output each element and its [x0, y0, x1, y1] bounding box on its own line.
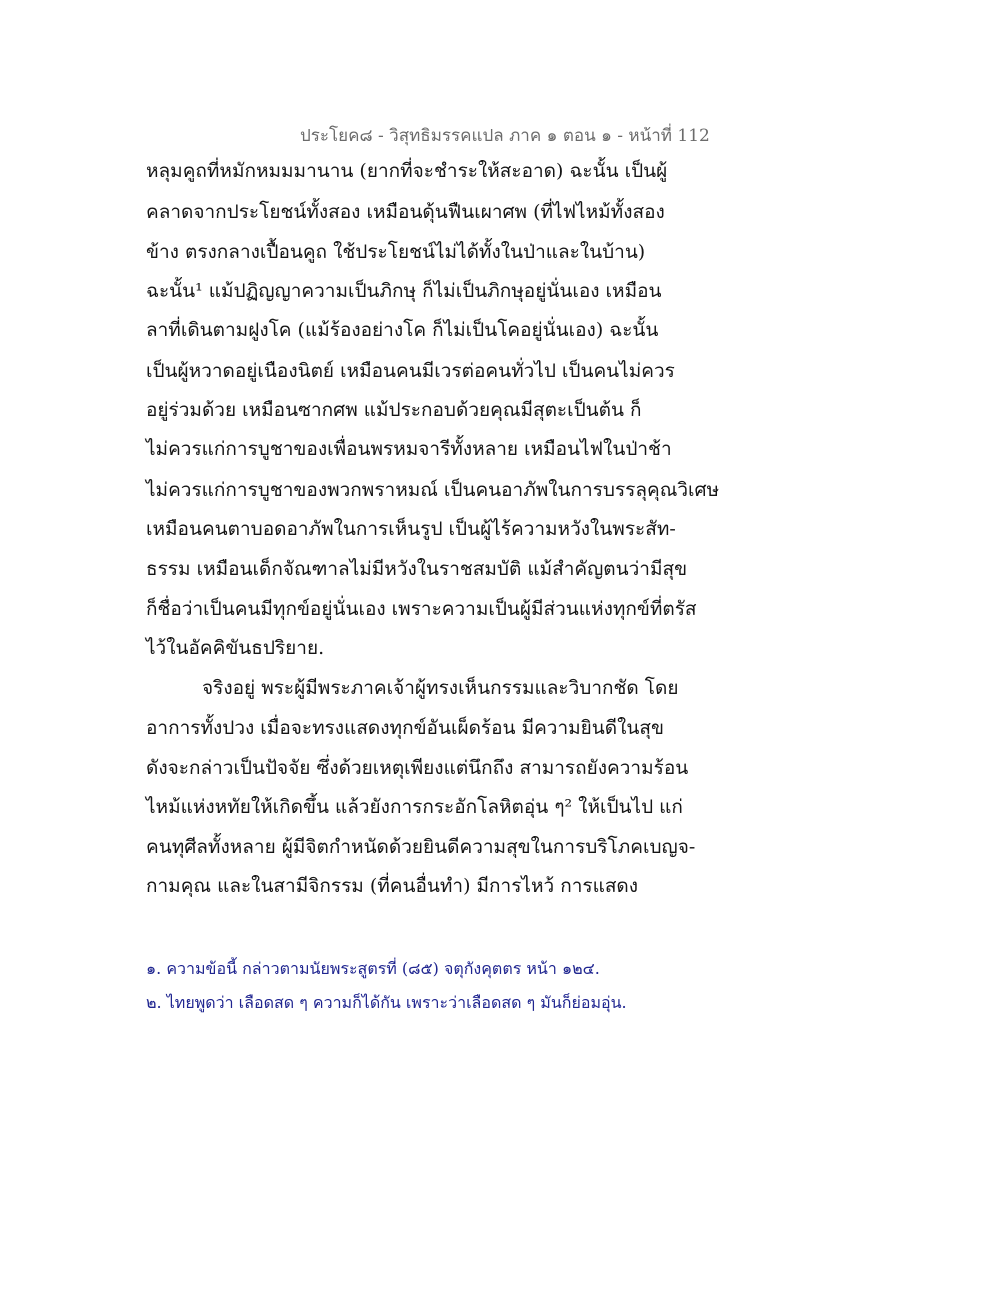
body-line-18: คนทุศีลทั้งหลาย ผู้มีจิตกำหนัดด้วยยินดีความสุขในการบริโภคเบญจ-: [146, 836, 696, 858]
body-line-3: ข้าง ตรงกลางเปื้อนคูถ ใช้ประโยชน์ไม่ได้ทั้งในป่าและในบ้าน): [146, 241, 646, 263]
body-line-5: ลาที่เดินตามฝูงโค (แม้ร้องอย่างโค ก็ไม่เป็นโคอยู่นั่นเอง) ฉะนั้น: [146, 319, 659, 341]
body-line-6: เป็นผู้หวาดอยู่เนืองนิตย์ เหมือนคนมีเวรต่อคนทั่วไป เป็นคนไม่ควร: [146, 360, 675, 382]
footnote-2: ๒. ไทยพูดว่า เลือดสด ๆ ความก็ได้กัน เพราะว่าเลือดสด ๆ มันก็ย่อมอุ่น.: [146, 993, 627, 1012]
body-line-19: กามคุณ และในสามีจิกรรม (ที่คนอื่นทำ) มีการไหว้ การแสดง: [146, 875, 639, 897]
footnote-1: ๑. ความข้อนี้ กล่าวตามนัยพระสูตรที่ (๘๕) จตุกังคุตตร หน้า ๑๒๔.: [146, 959, 600, 978]
body-line-15: อาการทั้งปวง เมื่อจะทรงแสดงทุกข์อันเผ็ดร้อน มีความยินดีในสุข: [146, 717, 664, 739]
body-line-8: ไม่ควรแก่การบูชาของเพื่อนพรหมจารีทั้งหลาย เหมือนไฟในป่าช้า: [146, 438, 672, 460]
body-line-13: ไว้ในอัคคิขันธปริยาย.: [146, 637, 325, 659]
body-line-11: ธรรม เหมือนเด็กจัณฑาลไม่มีหวังในราชสมบัติ แม้สำคัญตนว่ามีสุข: [146, 558, 688, 580]
body-line-4: ฉะนั้น¹ แม้ปฏิญญาความเป็นภิกษุ ก็ไม่เป็นภิกษุอยู่นั่นเอง เหมือน: [146, 280, 662, 302]
body-line-1: หลุมคูถที่หมักหมมมานาน (ยากที่จะชำระให้สะอาด) ฉะนั้น เป็นผู้: [146, 160, 668, 182]
body-line-2: คลาดจากประโยชน์ทั้งสอง เหมือนดุ้นฟืนเผาศพ (ที่ไฟไหม้ทั้งสอง: [146, 201, 665, 223]
body-line-12: ก็ชื่อว่าเป็นคนมีทุกข์อยู่นั่นเอง เพราะความเป็นผู้มีส่วนแห่งทุกข์ที่ตรัส: [146, 598, 697, 620]
body-line-10: เหมือนคนตาบอดอาภัพในการเห็นรูป เป็นผู้ไร้ความหวังในพระสัท-: [146, 518, 676, 540]
body-line-14: จริงอยู่ พระผู้มีพระภาคเจ้าผู้ทรงเห็นกรรมและวิบากชัด โดย: [202, 677, 679, 699]
body-line-7: อยู่ร่วมด้วย เหมือนซากศพ แม้ประกอบด้วยคุณมีสุตะเป็นต้น ก็: [146, 399, 642, 421]
body-line-9: ไม่ควรแก่การบูชาของพวกพราหมณ์ เป็นคนอาภัพในการบรรลุคุณวิเศษ: [146, 479, 720, 501]
body-line-16: ดังจะกล่าวเป็นปัจจัย ซึ่งด้วยเหตุเพียงแต่นึกถึง สามารถยังความร้อน: [146, 757, 689, 779]
body-line-17: ไหม้แห่งหทัยให้เกิดขึ้น แล้วยังการกระอักโลหิตอุ่น ๆ² ให้เป็นไป แก่: [146, 796, 683, 818]
running-header: ประโยค๘ - วิสุทธิมรรคแปล ภาค ๑ ตอน ๑ - หน้าที่ 112: [300, 126, 710, 146]
